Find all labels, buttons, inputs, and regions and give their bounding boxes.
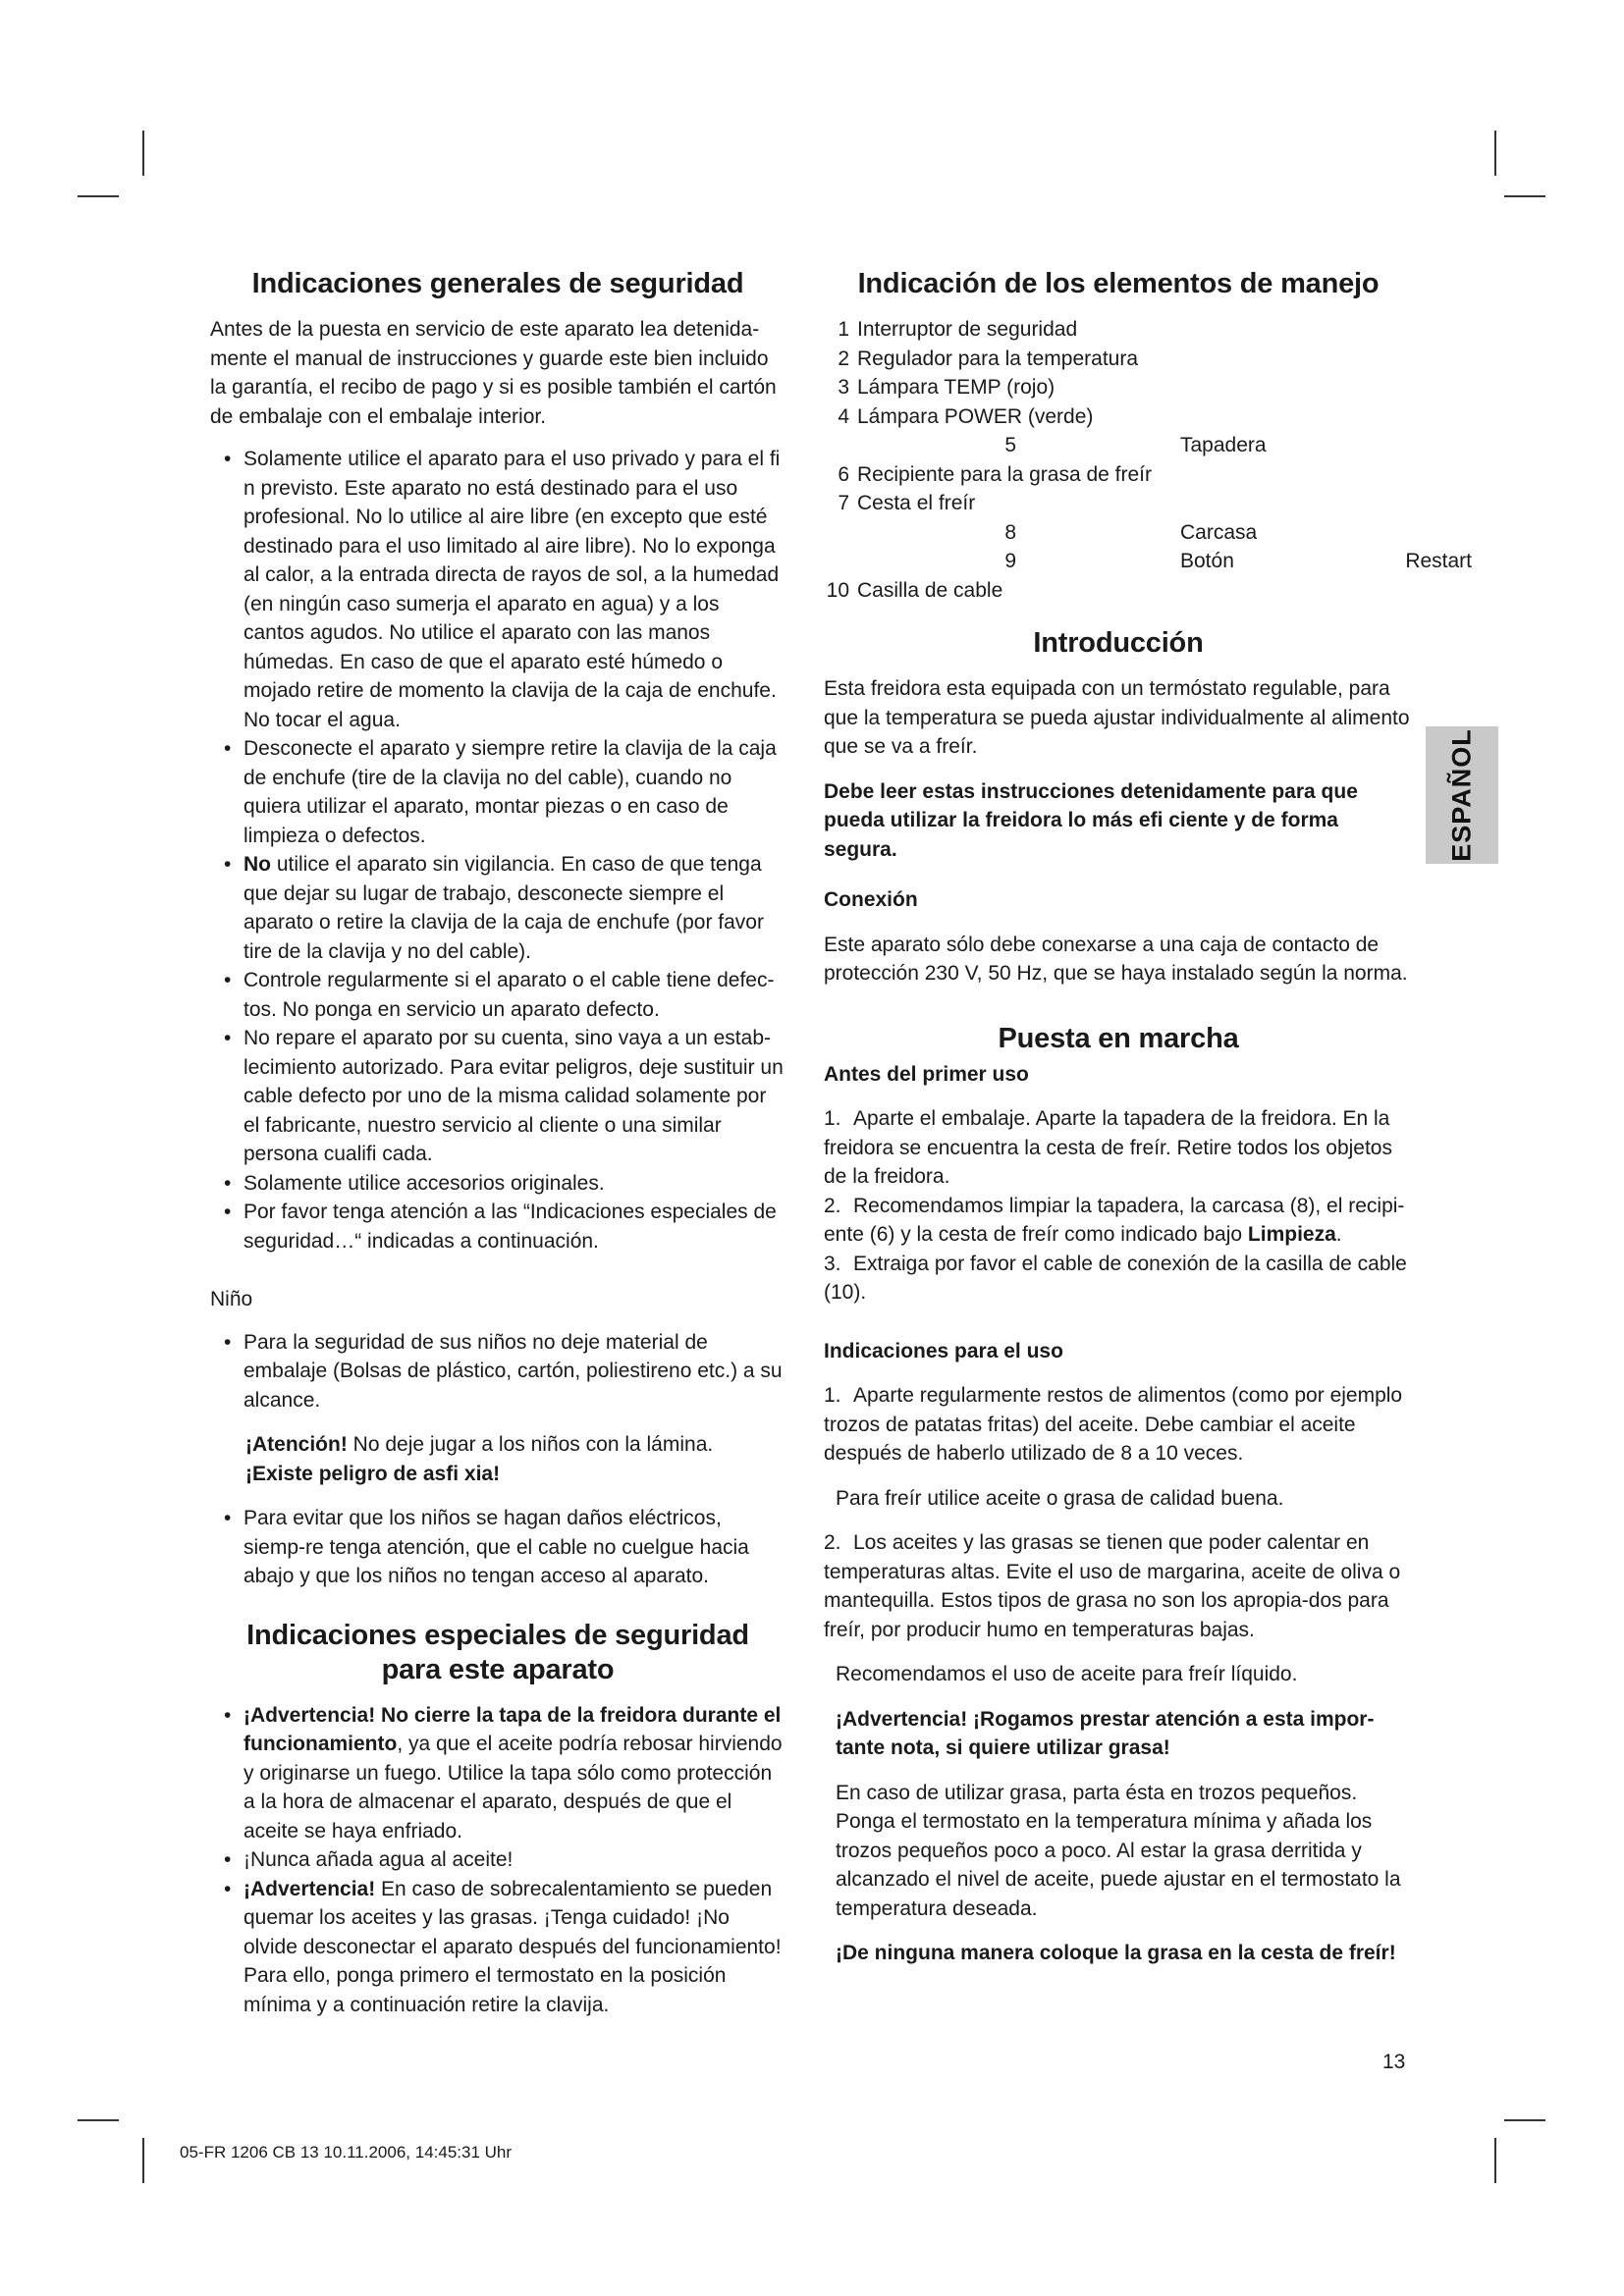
usage-heading: Indicaciones para el uso <box>824 1339 1063 1362</box>
list-item: 5 Tapadera <box>1004 434 1267 456</box>
print-footer: 05-FR 1206 CB 13 10.11.2006, 14:45:31 Uhr <box>180 2143 513 2162</box>
introduction-bold: Debe leer estas instrucciones detenidamente para que pueda utilizar la freidora lo más efi ciente y de forma segura. <box>824 779 1358 861</box>
before-first-use-heading: Antes del primer uso <box>824 1062 1029 1086</box>
child-heading: Niño <box>210 1288 253 1310</box>
startup-heading: Puesta en marcha <box>998 1022 1239 1054</box>
list-item: • Por favor tenga atención a las “Indicaciones especiales de seguridad…“ indicadas a continuación. <box>224 1201 777 1253</box>
attention-note: ¡Atención! No deje jugar a los niños con la lámina. ¡Existe peligro de asfi xia! <box>245 1433 714 1485</box>
list-item: 8 Carcasa <box>1004 520 1258 544</box>
special-safety-list <box>210 1701 785 2020</box>
general-safety-intro: Antes de la puesta en servicio de este aparato lea detenida-mente el manual de instrucciones y guarde este bien incluido la garantía, el recibo de pago y si es posible también el cartón de embalaje con el embalaje interior. <box>210 318 777 428</box>
list-item: • ¡Advertencia! En caso de sobrecalentamiento se pueden quemar los aceites y las grasas. ¡Tenga cuidado! ¡No olvide desconectar el aparato después del funcionamiento! Para ello, ponga primero el termostato en la posición mínima y a continuación retire la clavija. <box>224 1877 782 2016</box>
list-item: • No repare el aparato por su cuenta, sino vaya a un estab-lecimiento autorizado. Para evitar peligros, deje sustituir un cable defecto por uno de la misma calidad solamente por el fabricante, nuestro servicio al cliente o una similar persona cualifi cada. <box>224 1027 784 1165</box>
child-list <box>210 1328 785 1415</box>
list-item: 2. Los aceites y las grasas se tienen que poder calentar en temperaturas altas. Evite el uso de margarina, aceite de oliva o mantequilla. Estos tipos de grasa no son los apropia-dos para freír, por producir humo en temperaturas bajas. <box>824 1531 1401 1641</box>
list-item: 9 Botón Restart <box>1004 550 1472 572</box>
list-item: 10 Casilla de cable <box>826 578 1003 602</box>
list-item: 1 Interruptor de seguridad <box>838 318 1078 341</box>
crop-mark <box>1494 131 1496 176</box>
list-item: • Solamente utilice accesorios originales. <box>224 1171 605 1195</box>
list-item: 1. Aparte el embalaje. Aparte la tapadera de la freidora. En la freidora se encuentra la cesta de freír. Retire todos los objetos de la freidora. <box>824 1107 1392 1188</box>
list-item: • Desconecte el aparato y siempre retire la clavija de la caja de enchufe (tire de la clavija no del cable), cuando no quiera utilizar el aparato, montar piezas o en caso de limpieza o defectos. <box>224 737 777 847</box>
final-warning: ¡De ninguna manera coloque la grasa en la cesta de freír! <box>836 1942 1396 1964</box>
crop-mark <box>142 2138 144 2183</box>
list-item: 1. Aparte regularmente restos de alimentos (como por ejemplo trozos de patatas fritas) del aceite. Debe cambiar el aceite después de haberlo utilizado de 8 a 10 veces. <box>824 1384 1403 1465</box>
fat-instructions: En caso de utilizar grasa, parta ésta en trozos pequeños. Ponga el termostato en la temperatura mínima y añada los trozos pequeños poco a poco. Al estar la grasa derritida y alcanzado el nivel de aceite, puede ajustar en el termostato la temperatura deseada. <box>836 1781 1401 1920</box>
list-item: 6 Recipiente para la grasa de freír <box>838 462 1152 486</box>
elements-heading: Indicación de los elementos de manejo <box>857 268 1380 299</box>
list-item: 4 Lámpara POWER (verde) <box>838 404 1094 428</box>
usage-list <box>824 1381 1413 1468</box>
crop-mark <box>1504 2119 1545 2121</box>
page-number: 13 <box>1382 2051 1406 2073</box>
list-item: • No utilice el aparato sin vigilancia. En caso de que tenga que dejar su lugar de trabajo, desconecte siempre el aparato o retire la clavija de la caja de enchufe (por favor tire de la clavija y no del cable). <box>224 853 764 963</box>
general-safety-list <box>210 445 785 1255</box>
usage-list-2 <box>824 1528 1413 1644</box>
usage-note-1: Para freír utilice aceite o grasa de calidad buena. <box>836 1486 1284 1510</box>
left-column <box>210 267 785 2019</box>
child-list-2 <box>210 1504 785 1591</box>
elements-list <box>824 315 1472 605</box>
crop-mark <box>142 131 144 176</box>
list-item: • Para evitar que los niños se hagan daños eléctricos, siemp-re tenga atención, que el cable no cuelgue hacia abajo y que los niños no tengan acceso al aparato. <box>224 1507 749 1587</box>
list-item: • ¡Advertencia! No cierre la tapa de la freidora durante el funcionamiento, ya que el aceite podría rebosar hirviendo y originarse un fuego. Utilice la tapa sólo como protección a la hora de almacenar el aparato, después de que el aceite se haya enfriado. <box>224 1703 783 1842</box>
introduction-heading: Introducción <box>1033 627 1204 659</box>
before-first-use-list <box>824 1104 1413 1308</box>
list-item: • Solamente utilice el aparato para el uso privado y para el fi n previsto. Este aparato no está destinado para el uso profesional. No lo utilice al aire libre (en excepto que esté destinado para el uso limitado al aire libre). No lo exponga al calor, a la entrada directa de rayos de sol, a la humedad (en ningún caso sumerja el aparato en agua) y a los cantos agudos. No utilice el aparato con las manos húmedas. En caso de que el aparato esté húmedo o mojado retire de momento la clavija de la caja de enchufe. No tocar el agua. <box>224 448 781 731</box>
general-safety-heading: Indicaciones generales de seguridad <box>251 268 744 299</box>
crop-mark <box>1494 2138 1496 2183</box>
connection-text: Este aparato sólo debe conexarse a una caja de contacto de protección 230 V, 50 Hz, que se haya instalado según la norma. <box>824 933 1408 985</box>
crop-mark <box>78 195 119 197</box>
fat-warning: ¡Advertencia! ¡Rogamos prestar atención a esta impor-tante nota, si quiere utilizar grasa! <box>836 1707 1375 1759</box>
connection-heading: Conexión <box>824 888 918 911</box>
list-item: 2. Recomendamos limpiar la tapadera, la carcasa (8), el recipi-ente (6) y la cesta de freír como indicado bajo Limpieza. <box>824 1194 1405 1246</box>
list-item: • ¡Nunca añada agua al aceite! <box>224 1848 514 1871</box>
crop-mark <box>1504 195 1545 197</box>
list-item: • Para la seguridad de sus niños no deje material de embalaje (Bolsas de plástico, cartón, poliestireno etc.) a su alcance. <box>224 1330 783 1412</box>
usage-note-2: Recomendamos el uso de aceite para freír líquido. <box>836 1663 1298 1685</box>
introduction-text: Esta freidora esta equipada con un termóstato regulable, para que la temperatura se pueda ajustar individualmente al alimento que se va a freír. <box>824 677 1410 758</box>
list-item: • Controle regularmente si el aparato o el cable tiene defec-tos. No ponga en servicio un aparato defecto. <box>224 969 775 1021</box>
list-item: 7 Cesta el freír <box>838 492 976 514</box>
special-safety-heading: Indicaciones especiales de seguridad para este aparato <box>246 1619 749 1685</box>
language-tab: ESPAÑOL <box>1426 726 1498 864</box>
list-item: 3 Lámpara TEMP (rojo) <box>838 376 1056 399</box>
list-item: 2 Regulador para la temperatura <box>838 347 1139 370</box>
crop-mark <box>78 2119 119 2121</box>
list-item: 3. Extraiga por favor el cable de conexión de la casilla de cable (10). <box>824 1252 1407 1304</box>
